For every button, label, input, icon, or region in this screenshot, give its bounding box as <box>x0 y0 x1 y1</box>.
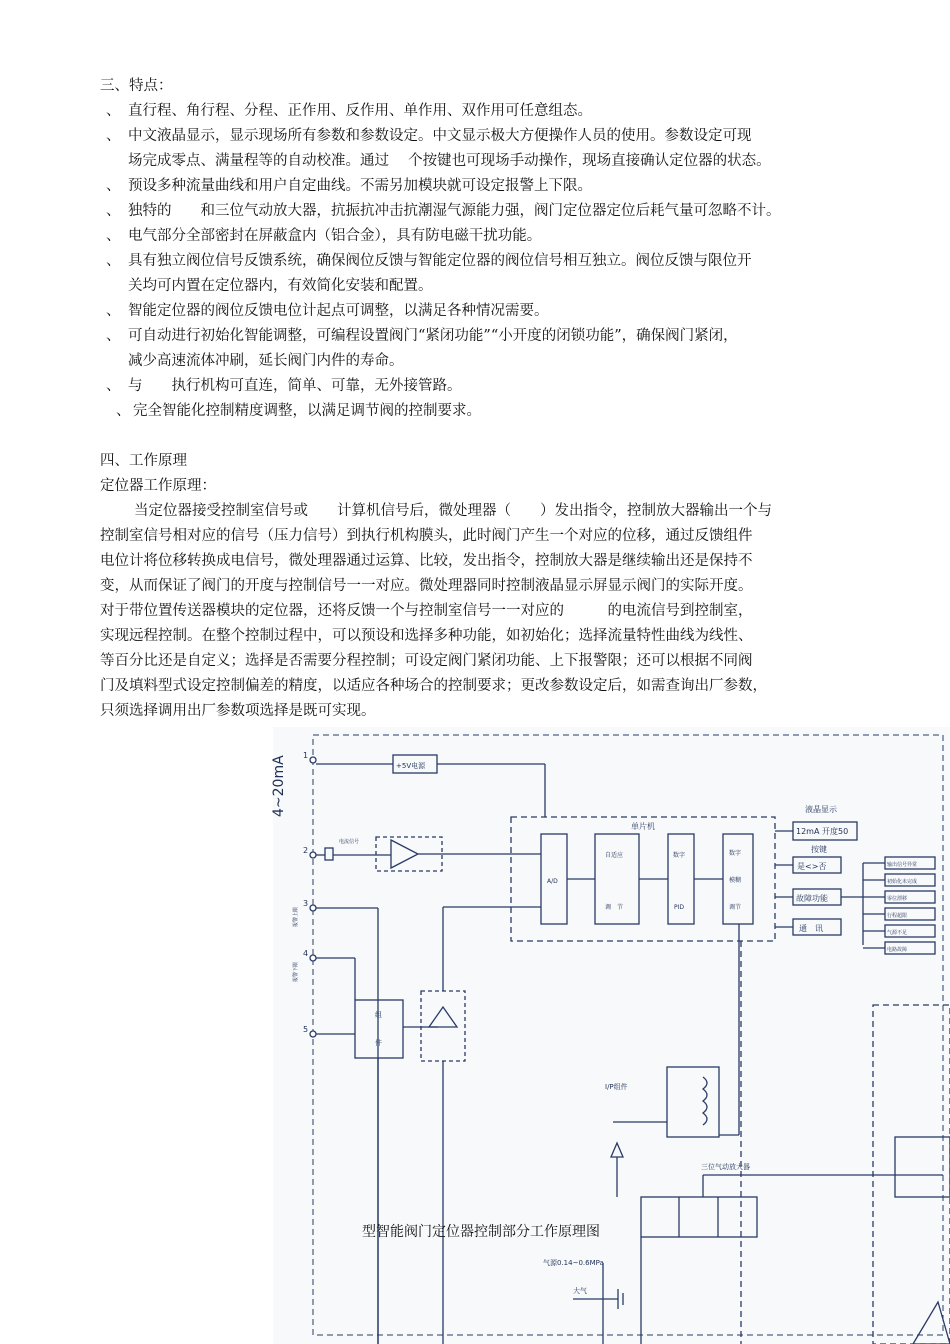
alarm-upper-label: 报警上限 <box>293 906 299 927</box>
paragraph-line: 变，从而保证了阀门的开度与控制信号一一对应。微处理器同时控制液晶显示屏显示阀门的实际开度。 <box>100 578 753 594</box>
air-supply-label: 气源0.14~0.6MPa <box>543 1259 604 1267</box>
paragraph-line: 等百分比还是自定义；选择是否需要分程控制；可设定阀门紧闭功能、上下报警限；还可以根据不同阀 <box>100 653 753 669</box>
paragraph-line: 对于带位置传送器模块的定位器，还将反馈一个与控制室信号一一对应的 的电流信号到控制室， <box>100 603 753 619</box>
pid-label: 数字 <box>673 852 686 859</box>
bullet-mark: 、 <box>106 228 121 244</box>
alarm-lower-label: 报警下限 <box>293 961 299 982</box>
feature-item: 独特的 和三位气动放大器，抗振抗冲击抗潮湿气源能力强，阀门定位器定位后耗气量可忽略不计。 <box>128 203 781 219</box>
feature-item: 直行程、角行程、分程、正作用、反作用、单作用、双作用可任意组态。 <box>128 103 592 119</box>
terminal-label: 1 <box>303 751 309 760</box>
bullet-mark: 、 <box>106 328 121 344</box>
terminal-label: 2 <box>303 846 309 855</box>
feature-item: 电气部分全部密封在屏蔽盒内（铝合金），具有防电磁干扰功能。 <box>128 228 542 244</box>
feature-item: 完全智能化控制精度调整，以满足调节阀的控制要求。 <box>133 403 481 419</box>
fault-item: 初始化未完成 <box>887 879 918 885</box>
paragraph-line: 实现远程控制。在整个控制过程中，可以预设和选择多种功能，如初始化；选择流量特性曲线为线性、 <box>100 628 753 644</box>
comm-label: 通 讯 <box>799 924 823 933</box>
paragraph-line: 只须选择调用出厂参数项选择是既可实现。 <box>100 703 376 719</box>
feature-item-continuation: 场完成零点、满量程等的自动校准。通过 个按键也可现场手动操作，现场直接确认定位器的状态。 <box>128 153 771 169</box>
feature-item: 预设多种流量曲线和用户自定曲线。不需另加模块就可设定报警上下限。 <box>128 178 592 194</box>
diagram-caption: 型智能阀门定位器控制部分工作原理图 <box>362 1224 600 1240</box>
adaptive-sub-label: 调 节 <box>605 904 624 911</box>
section4-heading: 四、工作原理 <box>100 453 187 469</box>
bullet-mark: 、 <box>116 403 131 419</box>
input-signal-label: 电流信号 <box>339 839 360 845</box>
atmosphere-label: 大气 <box>573 1287 587 1295</box>
fault-label: 故障功能 <box>796 894 828 903</box>
fault-item: 零位漂移 <box>887 896 908 902</box>
fuzzy-label-3: 调节 <box>729 904 742 911</box>
ip-label: I/P组件 <box>605 1083 628 1091</box>
fault-item: 电路故障 <box>887 947 908 953</box>
feature-item-continuation: 减少高速流体冲刷，延长阀门内件的寿命。 <box>128 353 404 369</box>
feature-item: 智能定位器的阀位反馈电位计起点可调整，以满足各种情况需要。 <box>128 303 549 319</box>
bullet-mark: 、 <box>106 128 121 144</box>
feature-item-continuation: 关均可内置在定位器内，有效简化安装和配置。 <box>128 278 433 294</box>
bullet-mark: 、 <box>106 303 121 319</box>
feature-item: 中文液晶显示，显示现场所有参数和参数设定。中文显示极大方便操作人员的使用。参数设定可现 <box>128 128 752 144</box>
ad-label: A/D <box>547 878 558 885</box>
bullet-mark: 、 <box>106 378 121 394</box>
feature-item: 可自动进行初始化智能调整，可编程设置阀门“紧闭功能”“小开度的闭锁功能”，确保阀门紧闭， <box>128 328 738 344</box>
control-principle-diagram <box>273 727 950 1344</box>
component-label: 组 <box>375 1011 382 1019</box>
paragraph-line: 当定位器接受控制室信号或 计算机信号后，微处理器（ ）发出指令，控制放大器输出一个与 <box>134 503 772 519</box>
bullet-mark: 、 <box>106 253 121 269</box>
fuzzy-label: 数字 <box>729 850 742 857</box>
current-range-label: 4~20mA <box>271 755 287 817</box>
keys-label: 按键 <box>811 845 827 854</box>
keys-value: 是<>否 <box>797 862 827 871</box>
feature-item: 具有独立阀位信号反馈系统，确保阀位反馈与智能定位器的阀位信号相互独立。阀位反馈与限位开 <box>128 253 752 269</box>
fault-item: 输出信号异常 <box>887 862 918 868</box>
bullet-mark: 、 <box>106 178 121 194</box>
fault-item: 气源不足 <box>887 930 908 936</box>
paragraph-line: 门及填料型式设定控制偏差的精度，以适应各种场合的控制要求；更改参数设定后，如需查询出厂参数， <box>100 678 767 694</box>
bullet-mark: 、 <box>106 103 121 119</box>
section3-heading: 三、特点： <box>100 78 173 94</box>
fault-item: 行程超限 <box>887 913 908 919</box>
fuzzy-label-2: 模糊 <box>729 877 742 884</box>
mcu-label: 单片机 <box>631 822 655 831</box>
lcd-label: 液晶显示 <box>805 805 837 814</box>
paragraph-line: 控制室信号相对应的信号（压力信号）到执行机构膜头，此时阀门产生一个对应的位移，通过反馈组件 <box>100 528 753 544</box>
pid-sub-label: PID <box>674 904 685 911</box>
power-label: +5V电源 <box>396 762 426 770</box>
diagram-svg <box>273 727 950 1344</box>
section4-subheading: 定位器工作原理： <box>100 478 216 494</box>
terminal-label: 4 <box>303 949 309 958</box>
terminal-label: 5 <box>303 1025 309 1034</box>
adaptive-label: 自适应 <box>605 852 624 859</box>
bullet-mark: 、 <box>106 203 121 219</box>
amplifier-label: 三位气动放大器 <box>701 1163 750 1171</box>
lcd-value: 12mA 开度50 <box>796 827 849 836</box>
terminal-label: 3 <box>303 899 309 908</box>
feature-item: 与 执行机构可直连，简单、可靠，无外接管路。 <box>128 378 462 394</box>
component-label-2: 件 <box>375 1039 382 1047</box>
paragraph-line: 电位计将位移转换成电信号，微处理器通过运算、比较，发出指令，控制放大器是继续输出还是保持不 <box>100 553 753 569</box>
